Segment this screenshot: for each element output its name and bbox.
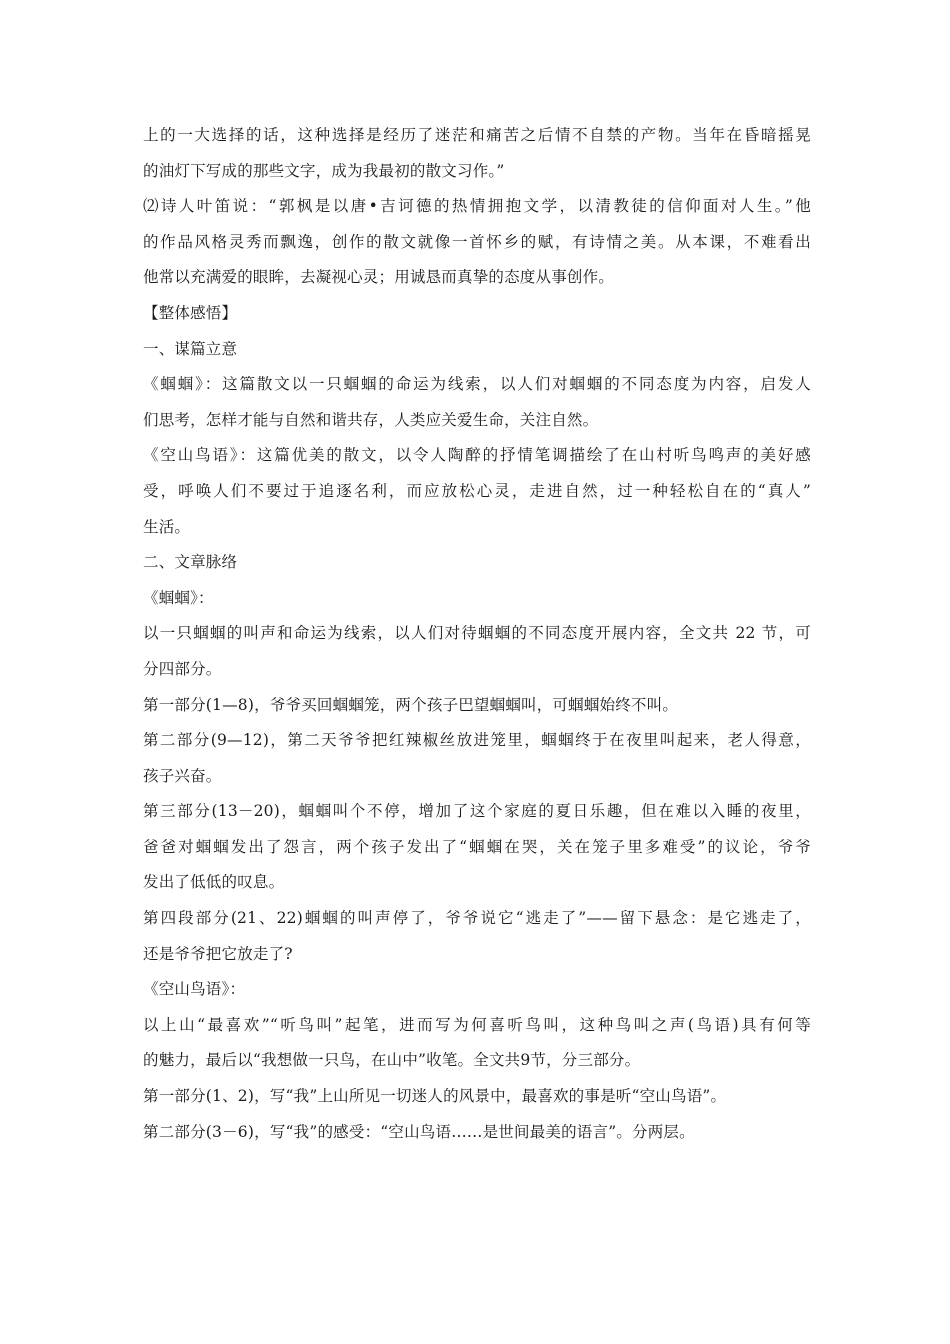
text-line: 的作品风格灵秀而飘逸，创作的散文就像一首怀乡的赋，有诗情之美。从本课，不难看出: [143, 232, 811, 251]
text-line: 第四段部分(21、22)蝈蝈的叫声停了，爷爷说它“逃走了”——留下悬念：是它逃走了，: [143, 909, 811, 928]
text-line: 发出了低低的叹息。: [143, 873, 285, 892]
text-line: 们思考，怎样才能与自然和谐共存，人类应关爱生命，关注自然。: [143, 410, 599, 429]
text-line: 他常以充满爱的眼眸，去凝视心灵；用诚恳而真挚的态度从事创作。: [143, 268, 615, 287]
text-line: 的油灯下写成的那些文字，成为我最初的散文习作。”: [143, 161, 505, 180]
text-line: 第一部分(1—8)，爷爷买回蝈蝈笼，两个孩子巴望蝈蝈叫，可蝈蝈始终不叫。: [143, 695, 679, 714]
text-line: 以上山“最喜欢”“听鸟叫”起笔，进而写为何喜听鸟叫，这种鸟叫之声(鸟语)具有何等: [143, 1015, 811, 1034]
text-line: 《蝈蝈》：: [143, 588, 214, 607]
text-line: 的魅力，最后以“我想做一只鸟，在山中”收笔。全文共9节，分三部分。: [143, 1051, 641, 1070]
text-line: 分四部分。: [143, 659, 222, 678]
subsection-heading: 二、文章脉络: [143, 553, 238, 572]
section-heading: 【整体感悟】: [143, 303, 238, 322]
text-line: 第二部分(9—12)，第二天爷爷把红辣椒丝放进笼里，蝈蝈终于在夜里叫起来，老人得意，: [143, 731, 811, 750]
subsection-heading: 一、谋篇立意: [143, 339, 238, 358]
text-line: 《空山鸟语》：: [143, 980, 246, 999]
text-line: 爸爸对蝈蝈发出了怨言，两个孩子发出了“蝈蝈在哭，关在笼子里多难受”的议论，爷爷: [143, 837, 811, 856]
text-line: 受，呼唤人们不要过于追逐名利，而应放松心灵，走进自然，过一种轻松自在的“真人”: [143, 481, 811, 500]
text-line: 第一部分(1、2)，写“我”上山所见一切迷人的风景中，最喜欢的事是听“空山鸟语”。: [143, 1087, 727, 1106]
text-line: ⑵诗人叶笛说：“郭枫是以唐•吉诃德的热情拥抱文学，以清教徒的信仰面对人生。”他: [143, 197, 811, 216]
text-line: 《空山鸟语》：这篇优美的散文，以令人陶醉的抒情笔调描绘了在山村听鸟鸣声的美好感: [143, 446, 811, 465]
text-line: 还是爷爷把它放走了?: [143, 944, 293, 963]
text-line: 以一只蝈蝈的叫声和命运为线索，以人们对待蝈蝈的不同态度开展内容，全文共 22 节，可: [143, 624, 811, 643]
text-line: 第三部分(13－20)，蝈蝈叫个不停，增加了这个家庭的夏日乐趣，但在难以入睡的夜里，: [143, 802, 811, 821]
text-line: 上的一大选择的话，这种选择是经历了迷茫和痛苦之后情不自禁的产物。当年在昏暗摇晃: [143, 126, 811, 144]
document-page: [143, 118, 811, 1150]
text-line: 生活。: [143, 517, 191, 536]
text-line: 孩子兴奋。: [143, 766, 222, 785]
text-line: 第二部分(3－6)，写“我”的感受：“空山鸟语……是世间最美的语言”。分两层。: [143, 1122, 695, 1141]
text-line: 《蝈蝈》：这篇散文以一只蝈蝈的命运为线索，以人们对蝈蝈的不同态度为内容，启发人: [143, 375, 811, 394]
